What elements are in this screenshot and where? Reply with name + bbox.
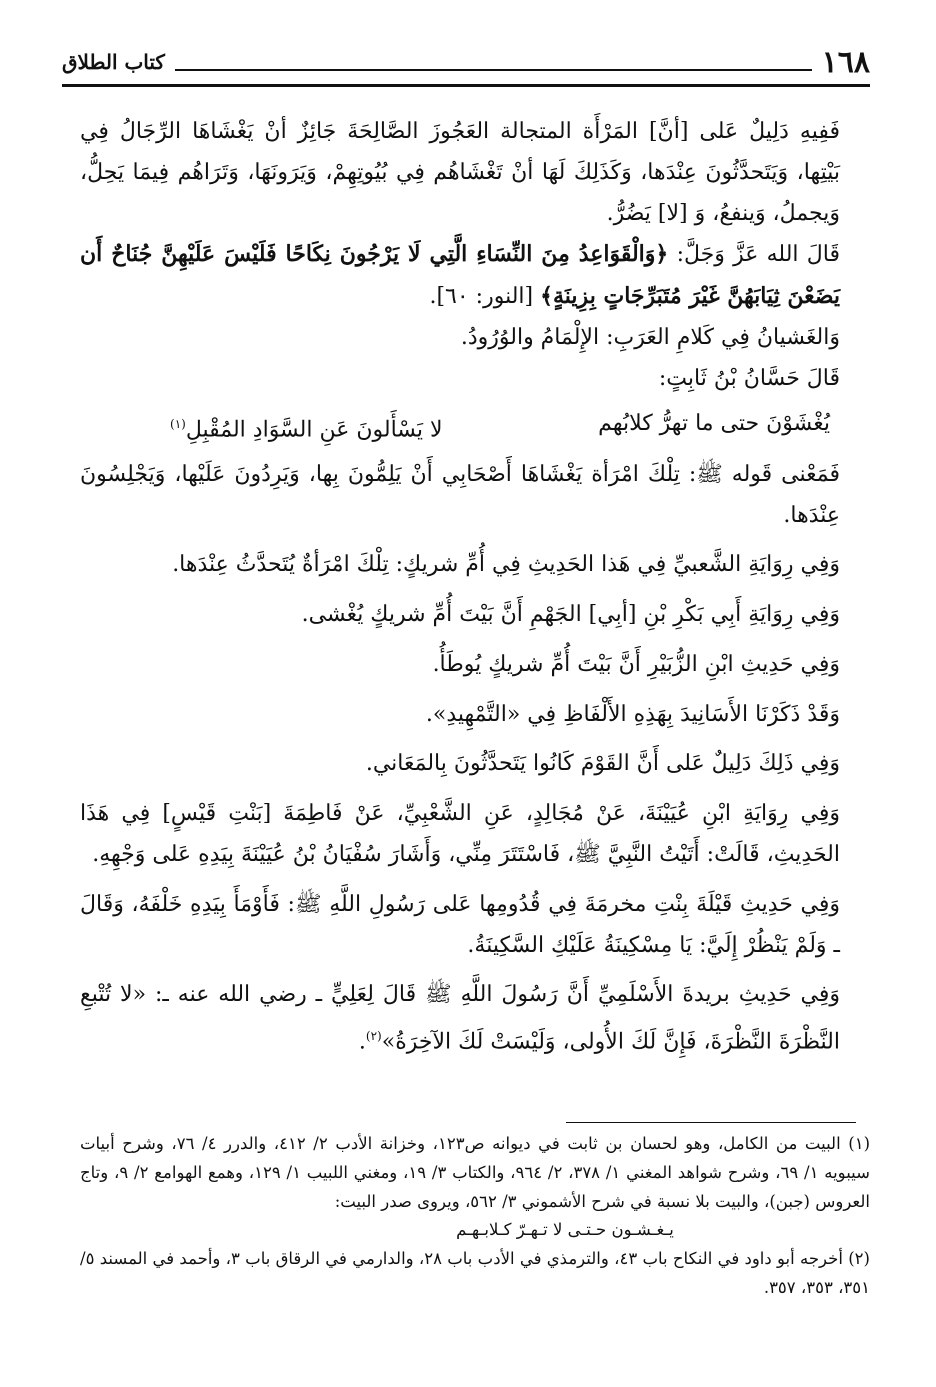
footnote-ref: (١) [170, 416, 186, 431]
verse-second-hemistich-text: لا يَسْأَلونَ عَنِ السَّوَادِ المُقْبِلِ [185, 416, 443, 442]
quran-verse: ﴿وَالْقَوَاعِدُ مِنَ النِّسَاءِ الَّتِي لَا يَرْجُونَ نِكَاحًا فَلَيْسَ عَلَيْهِنَّ جُنَاحٌ أَن يَضَعْنَ ثِيَابَهُنَّ غَيْرَ مُتَبَرِّجَاتٍ بِزِينَةٍ﴾ [80, 241, 840, 310]
verse-second-hemistich [170, 404, 443, 451]
main-text [80, 112, 870, 1063]
footnote-verse: يـغـشـون حـتـى لا تـهـرّ كـلابـهـم [456, 1220, 674, 1240]
footnote-2: (٢) أخرجه أبو داود في النكاح باب ٤٣، والترمذي في الأدب باب ٢٨، والدارمي في الرقاق باب ٣، وأحمد في المسند ٥/ ٣٥١، ٣٥٣، ٣٥٧. [80, 1249, 870, 1297]
footnote-ref: (٢) [365, 1029, 382, 1044]
paragraph: وَفِي ذَلِكَ دَلِيلٌ عَلى أَنَّ القَوْمَ كَانُوا يَتَحدَّثُونَ بِالمَعَاني. [365, 751, 840, 777]
paragraph [80, 975, 870, 1063]
header-rule [62, 84, 870, 87]
book-title: كتاب الطلاق [62, 50, 165, 74]
verse-first-hemistich: يُغْشَوْنَ حتى ما تهرُّ كلابُهم [598, 410, 830, 436]
header-leader-line [175, 53, 812, 71]
footnote-separator [566, 1122, 856, 1123]
paragraph-end: . [358, 1029, 366, 1055]
paragraph: وَفِي رِوَايَةِ أَبِي بَكْرِ بْنِ [أبِي] الجَهْمِ أَنَّ بَيْتَ أُمِّ شريكٍ يُغْشى. [301, 602, 840, 628]
paragraph: قَالَ حَسَّانُ بْنُ ثَابِتٍ: [658, 365, 840, 391]
paragraph: وَفِي رِوَايَةِ ابْنِ عُيَيْنَةَ، عَنْ مُجَالِدٍ، عَنِ الشَّعْبِيِّ، عَنْ فَاطِمَةَ [بَنْتِ قَيْسٍ] فِي هَذَا الحَدِيثِ، قَالَتْ: أَتَيْتُ النَّبِيَّ ﷺ، فَاسْتَتَرَ مِنِّي، وَأَشَارَ سُفْيَانُ بْنُ عُيَيْنَةَ بِيَدِهِ عَلى وَجْهِهِ. [80, 801, 840, 868]
poetry-verse [80, 404, 870, 451]
paragraph: وَقَدْ ذَكَرْنَا الأَسَانِيدَ بِهَذِهِ الأَلْفَاظِ فِي «التَّمْهِيدِ». [425, 701, 840, 727]
paragraph-text: وَفِي حَدِيثِ بريدةَ الأَسْلَمِيِّ أَنَّ رَسُولَ اللَّهِ ﷺ قَالَ لِعَلِيٍّ ـ رضي الله عنه ـ: «لا تُتْبعِ النَّظْرَةَ النَّظْرَةَ، فَإِنَّ لَكَ الأُولى، وَلَيْسَتْ لَكَ الآخِرَةُ» [80, 982, 840, 1055]
page-number: ١٦٨ [821, 44, 870, 80]
quran-paragraph [80, 234, 870, 318]
paragraph: وَفِي رِوَايَةِ الشَّعبيِّ فِي هَذا الحَدِيثِ فِي أُمِّ شريكٍ: تِلْكَ امْرَأةٌ يُتَحدَّثُ عِنْدَها. [172, 552, 840, 578]
footnotes [80, 1130, 870, 1303]
paragraph: فَمَعْنى قَوله ﷺ: تِلْكَ امْرَأة يَغْشَاهَا أَصْحَابِي أَنْ يَلِمُّونَ بِها، وَيَرِدُونَ عَلَيْها، وَيَجْلِسُونَ عِنْدَها. [80, 461, 840, 528]
paragraph: فَفِيهِ دَلِيلٌ عَلى [أنَّ] المَرْأَة المتجالة العَجُوزَ الصَّالِحَةَ جَائِزٌ أنْ يَغْشَاهَا الرِّجَالُ فِي بَيْتِها، وَيَتَحدَّثُونَ عِنْدَها، وَكَذَلِكَ لَهَا أنْ تَغْشَاهُم فِي بُيُوتِهِمْ، وَيَرَونَهَا، وَتَرَاهُم فِيمَا يَحِلُّ، وَيجملُ، وَينفعُ، وَ [لا] يَضُرُّ. [80, 119, 840, 226]
paragraph: وَفِي حَدِيثِ قَيْلَةَ بِنْتِ مخرمَةَ فِي قُدُومِها عَلى رَسُولِ اللَّهِ ﷺ: فَأَوْمَأَ بِيَدِهِ خَلْفَهُ، وَقَالَ ـ وَلَمْ يَنْظُرْ إِلَيَّ: يَا مِسْكِينَةُ عَلَيْكِ السَّكِينَةُ. [80, 891, 840, 958]
footnote-1: (١) البيت من الكامل، وهو لحسان بن ثابت في ديوانه ص١٢٣، وخزانة الأدب ٢/ ٤١٢، والدرر ٤/ ٧٦، وشرح أبيات سيبويه ١/ ٦٩، وشرح شواهد المغني ١/ ٣٧٨، ٢/ ٩٦٤، والكتاب ٣/ ١٩، ومغني اللبيب ١/ ١٢٩، وهمع الهوامع ٢/ ٩، وتاج العروس (جبن)، والبيت بلا نسبة في شرح الأشموني ٣/ ٥٦٢، ويروى صدر البيت: [80, 1134, 870, 1211]
quran-reference: [النور: ٦٠]. [429, 284, 541, 310]
page-header [62, 38, 870, 86]
quran-intro: قَالَ الله عَزَّ وَجَلَّ: [668, 242, 840, 268]
paragraph: وَالغَشيانُ فِي كَلامِ العَرَبِ: الإِلْمَامُ والوُرُودُ. [460, 324, 840, 350]
paragraph: وَفِي حَدِيثِ ابْنِ الزُّبَيْرِ أَنَّ بَيْتَ أُمِّ شريكٍ يُوطَأُ. [432, 651, 840, 677]
